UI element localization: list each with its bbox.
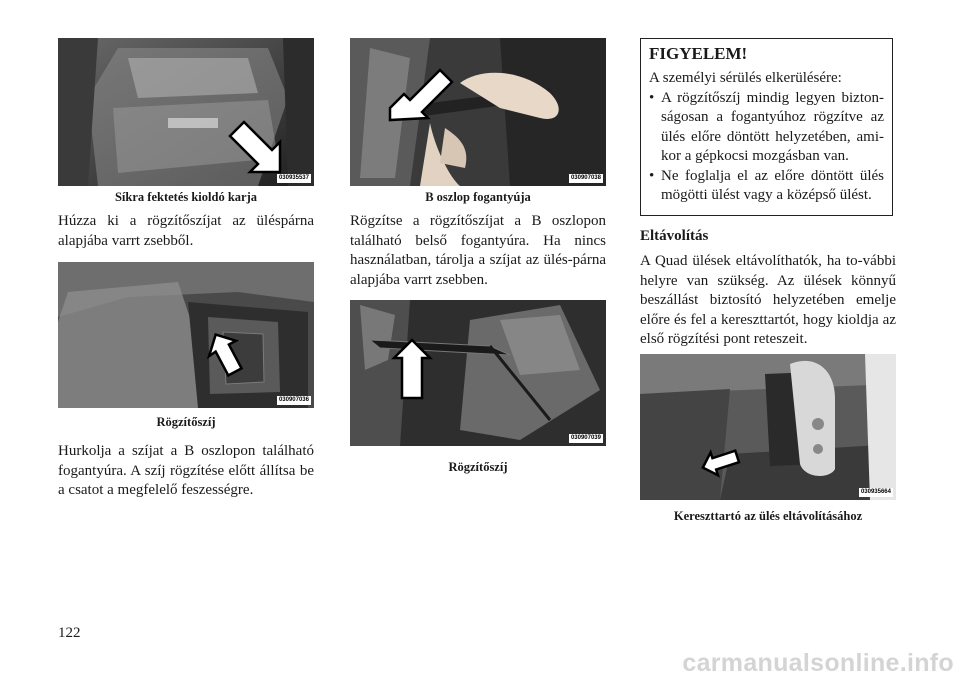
figure-code: 030907039 — [570, 435, 601, 441]
figure-caption: Rögzítőszíj — [448, 460, 508, 474]
bullet: • — [649, 89, 655, 106]
photo-tether-strap-secured — [350, 300, 606, 446]
watermark: carmanualsonline.info — [682, 649, 954, 677]
warning-item — [649, 89, 884, 167]
photo-seat-removal-crossbar — [640, 354, 896, 500]
strap-illustration — [350, 300, 606, 446]
warning-item-text: Ne foglalja el az előre döntött ülés mögötti ülést vagy a középső ülést. — [661, 167, 884, 203]
figure-code: 030907038 — [570, 175, 601, 181]
page-number: 122 — [58, 625, 81, 641]
photo-b-pillar-handle — [350, 38, 606, 186]
paragraph: Rögzítse a rögzítőszíjat a B oszlopon található belső fogantyúra. Ha nincs használatban, tárolja a szíjat az ülés-párna alapjába varrt zsebben. — [350, 213, 606, 288]
photo-flat-fold-lever — [58, 38, 314, 186]
photo-tether-strap-pocket — [58, 262, 314, 408]
figure-caption: B oszlop fogantyúja — [425, 190, 531, 204]
b-pillar-illustration — [350, 38, 606, 186]
paragraph: Hurkolja a szíjat a B oszlopon található fogantyúra. A szíj rögzítése előtt állítsa be a csatot a megfelelő feszességre. — [58, 443, 314, 498]
bullet: • — [649, 167, 655, 184]
warning-box — [640, 38, 893, 216]
warning-item — [649, 167, 884, 206]
figure-code: 030907036 — [278, 397, 309, 403]
paragraph: Húzza ki a rögzítőszíjat az üléspárna alapjába varrt zsebből. — [58, 213, 314, 249]
seat-lever-illustration — [58, 38, 314, 186]
figure-caption: Rögzítőszíj — [156, 415, 216, 429]
warning-title: FIGYELEM! — [649, 44, 748, 63]
figure-caption: Kereszttartó az ülés eltávolításához — [673, 509, 863, 523]
seat-removal-illustration — [640, 354, 896, 500]
figure-code: 030935664 — [860, 489, 891, 495]
figure-caption: Síkra fektetés kioldó karja — [114, 190, 257, 204]
paragraph: A Quad ülések eltávolíthatók, ha to-vábbi helyre van szükség. Az ülések könnyű beszállást biztosító helyzetében emelje előre és fel a kereszttartót, hogy kioldja az első rögzítési pont reteszeit. — [640, 253, 896, 347]
warning-item-text: A rögzítőszíj mindig legyen bizton-ságosan a fogantyúhoz rögzítve az ülés előre döntött helyzetében, ami-kor a gépkocsi mozgásban van. — [661, 89, 884, 164]
section-heading: Eltávolítás — [640, 228, 709, 244]
seat-cushion-illustration — [58, 262, 314, 408]
warning-list — [649, 89, 884, 206]
warning-intro: A személyi sérülés elkerülésére: — [649, 70, 842, 86]
figure-code: 030935537 — [278, 175, 309, 181]
